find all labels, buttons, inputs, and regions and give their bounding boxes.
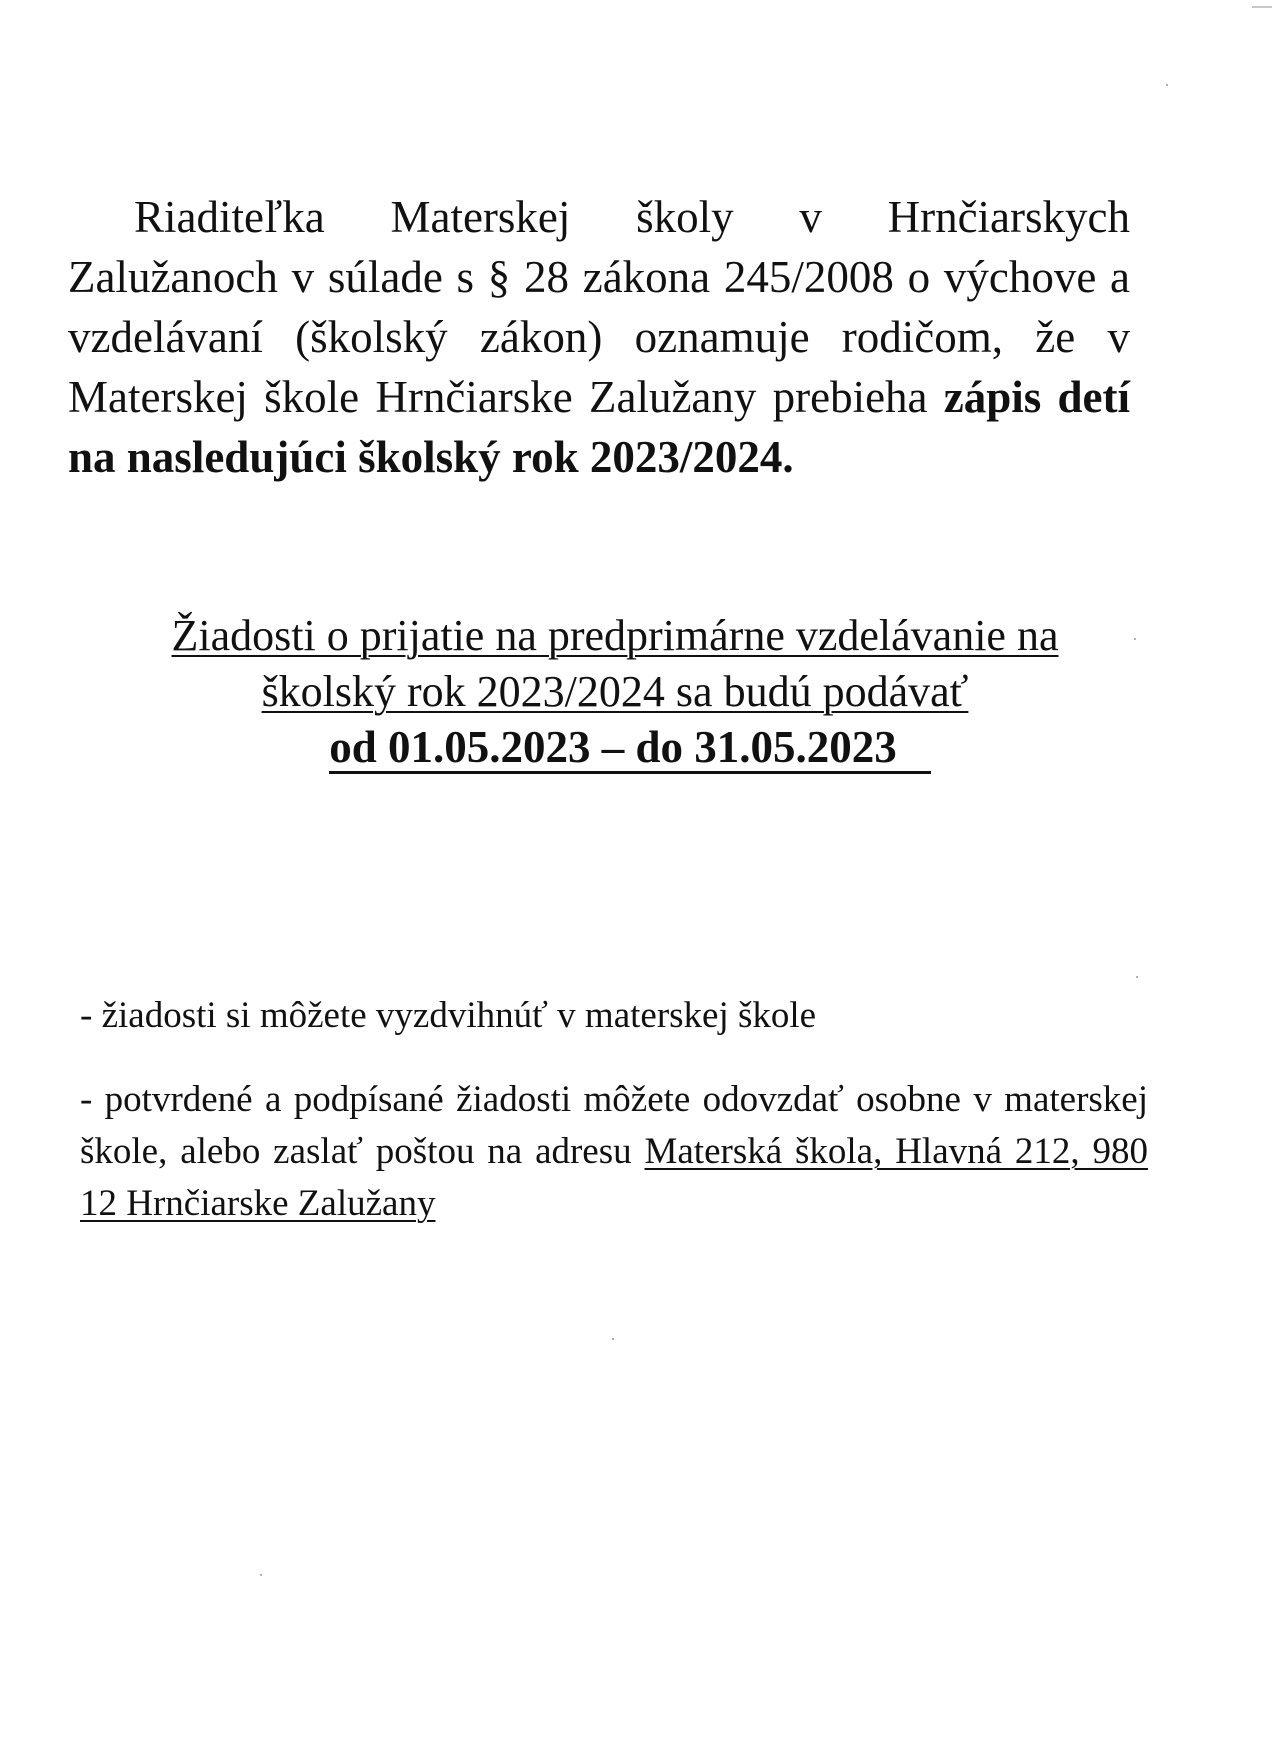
scan-speck [1136, 976, 1138, 978]
note-pickup: - žiadosti si môžete vyzdvihnúť v materskej škole [80, 995, 817, 1036]
school-address: Materská škola, Hlavná 212, 980 12 Hrnčiarske Zalužany [80, 1131, 1148, 1224]
scan-speck [612, 1338, 614, 1340]
application-dates: od 01.05.2023 – do 31.05.2023 [329, 723, 931, 774]
scan-speck [260, 1574, 262, 1576]
scan-edge-mark [1252, 6, 1272, 8]
scan-speck [1166, 84, 1168, 86]
announcement-line-2: školský rok 2023/2024 sa budú podávať [261, 667, 969, 716]
application-announcement [50, 608, 1180, 776]
announcement-line-1: Žiadosti o prijatie na predprimárne vzdelávanie na [171, 611, 1059, 660]
intro-bold-text: zápis detí na nasledujúci školský rok 2023/2024. [68, 372, 1130, 482]
intro-text: Riaditeľka Materskej školy v Hrnčiarskych Zalužanoch v súlade s § 28 zákona 245/2008 o výchove a vzdelávaní (školský zákon) oznamuje rodičom, že v Materskej škole Hrnčiarske Zalužany prebieha [68, 192, 1130, 422]
intro-paragraph [68, 187, 1130, 487]
notes-section [80, 990, 1148, 1262]
note-submission [80, 1074, 1148, 1230]
note-submission-text: - potvrdené a podpísané žiadosti môžete odovzdať osobne v materskej škole, alebo zaslať poštou na adresu [80, 1079, 1148, 1172]
